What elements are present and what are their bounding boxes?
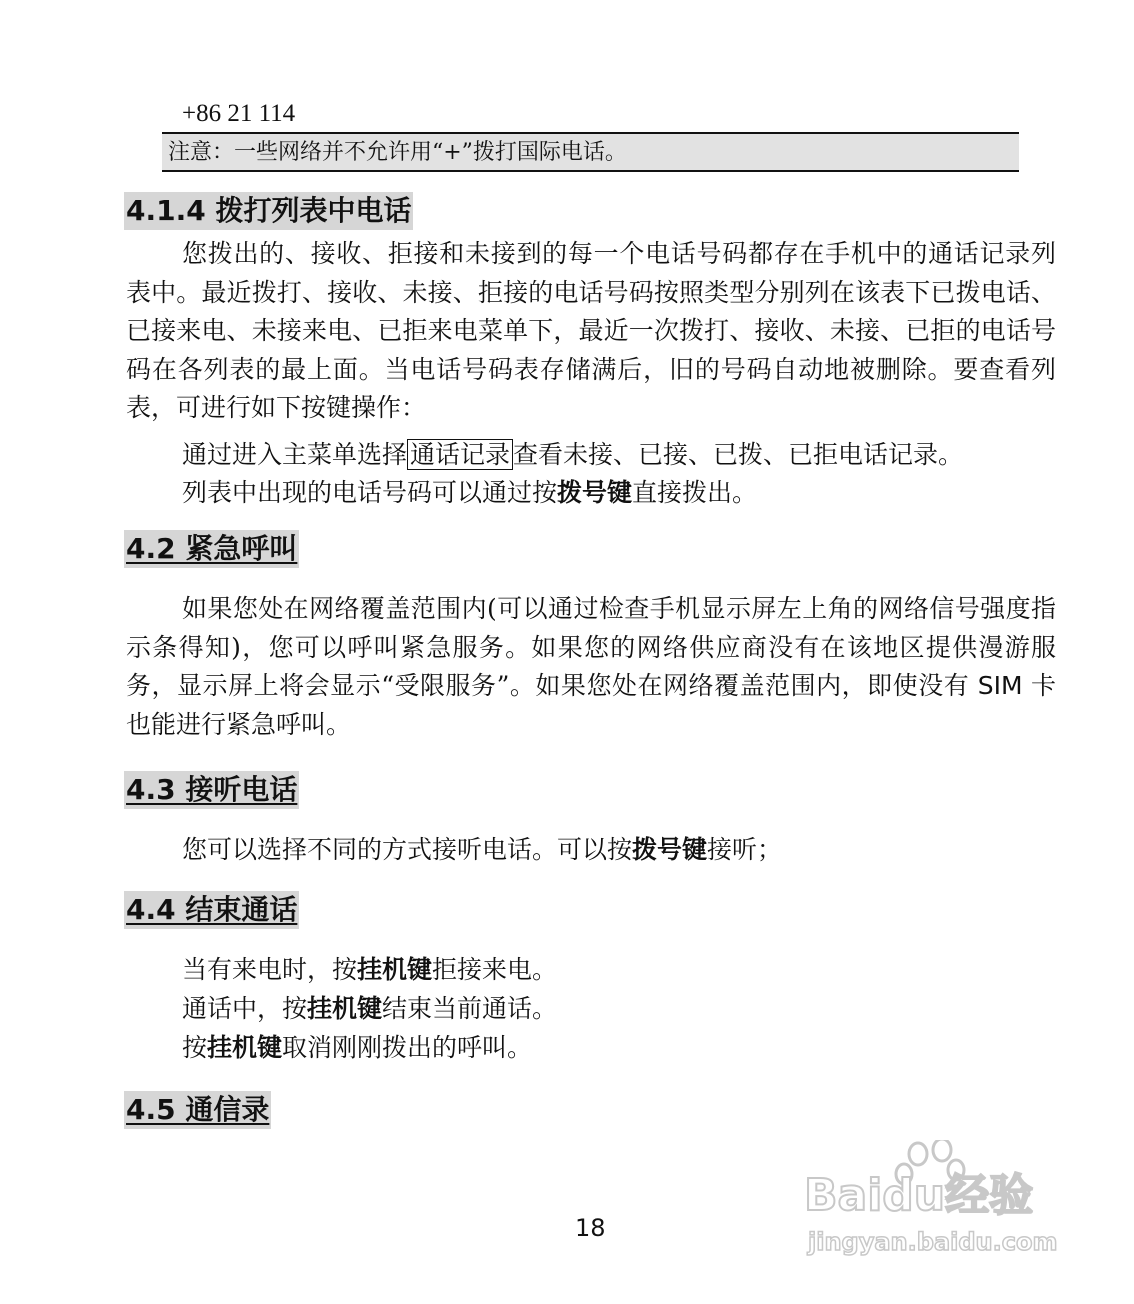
heading-4-1-4: 4.1.4 拨打列表中电话	[124, 192, 413, 230]
watermark-brand: Baidu经验	[804, 1170, 1034, 1221]
watermark-url: jingyan.baidu.com	[808, 1228, 1058, 1256]
dial-key-label: 拨号键	[632, 835, 708, 864]
instruction-line-call-log: 通过进入主菜单选择 通话记录 查看未接、已接、已拨、已拒电话记录。	[182, 440, 964, 469]
paragraph-emergency: 如果您处在网络覆盖范围内(可以通过检查手机显示屏左上角的网络信号强度指示条得知)，您可以呼叫紧急服务。如果您的网络供应商没有在该地区提供漫游服务，显示屏上将会显示“受限服务”。如果您处在网络覆盖范围内，即使没有 SIM 卡也能进行紧急呼叫。	[126, 594, 1056, 739]
instruction-line-dial: 列表中出现的电话号码可以通过按拨号键直接拨出。	[182, 478, 758, 507]
intl-dial-example: +86 21 114	[182, 100, 296, 127]
baidu-jingyan-watermark-icon	[800, 1140, 1070, 1260]
paragraph-call-list: 您拨出的、接收、拒接和未接到的每一个电话号码都存在手机中的通话记录列表中。最近拨打、接收、未接、拒接的电话号码按照类型分别列在该表下已拨电话、已接来电、未接来电、已拒来电菜单下，最近一次拨打、接收、未接、已拒的电话号码在各列表的最上面。当电话号码表存储满后，旧的号码自动地被删除。要查看列表，可进行如下按键操作：	[126, 239, 1056, 423]
page-number: 18	[575, 1214, 606, 1242]
end-call-line-3: 按挂机键取消刚刚拨出的呼叫。	[182, 1033, 533, 1062]
heading-4-4: 4.4 结束通话	[124, 891, 299, 929]
end-key-label: 挂机键	[307, 994, 383, 1023]
end-call-line-2: 通话中，按挂机键结束当前通话。	[182, 994, 558, 1023]
heading-4-2: 4.2 紧急呼叫	[124, 530, 299, 568]
menu-item-call-log: 通话记录	[407, 439, 513, 470]
end-call-line-1: 当有来电时，按挂机键拒接来电。	[182, 955, 558, 984]
end-key-label: 挂机键	[357, 955, 433, 984]
note-box: 注意：一些网络并不允许用“+”拨打国际电话。	[162, 132, 1019, 172]
end-key-label: 挂机键	[207, 1033, 283, 1062]
dial-key-label: 拨号键	[557, 478, 633, 507]
answer-call-line: 您可以选择不同的方式接听电话。可以按拨号键接听；	[182, 835, 783, 864]
heading-4-5: 4.5 通信录	[124, 1091, 271, 1129]
heading-4-3: 4.3 接听电话	[124, 771, 299, 809]
